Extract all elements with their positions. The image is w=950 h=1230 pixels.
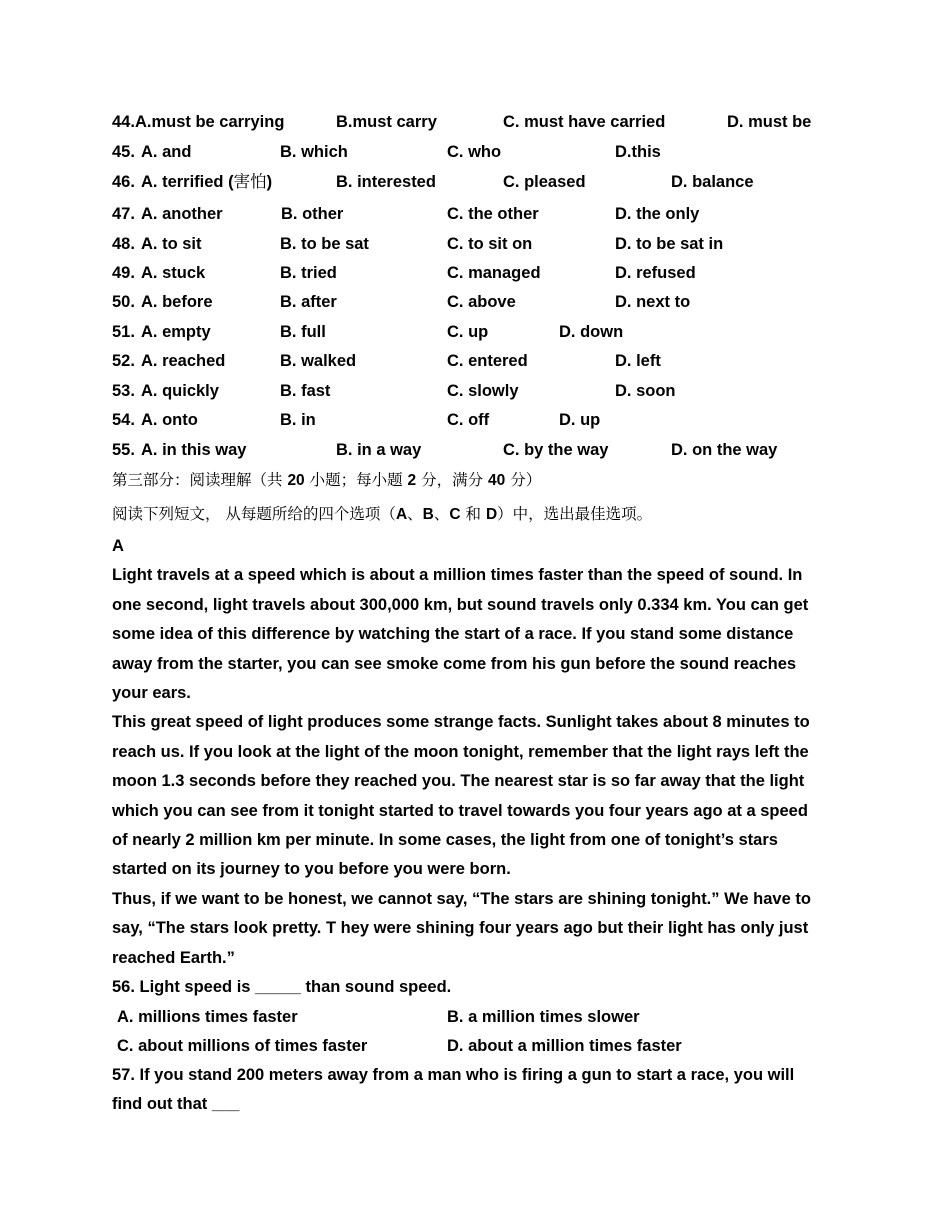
option-c: C. to sit on	[447, 235, 533, 253]
question-57-stem-line: find out that ___	[112, 1095, 240, 1114]
paragraph-3-line: Thus, if we want to be honest, we cannot say, “The stars are shining tonight.” We have to	[112, 889, 811, 908]
passage-label: A	[112, 537, 124, 555]
question-57-stem-line: 57. If you stand 200 meters away from a man who is firing a gun to start a race, you will	[112, 1066, 795, 1084]
option-c: C. entered	[447, 352, 528, 370]
option-a: A. empty	[141, 323, 211, 341]
option-a: A. millions times faster	[117, 1008, 298, 1026]
option-d: D. about a million times faster	[447, 1037, 682, 1055]
paragraph-1-line: away from the starter, you can see smoke come from his gun before the sound reaches	[112, 654, 797, 673]
option-a: 44.	[112, 113, 135, 131]
paragraph-1-line: Light travels at a speed which is about a million times faster than the speed of sound. In	[112, 566, 803, 585]
option-d: D. to be sat in	[615, 235, 724, 253]
option-c: C. by the way	[503, 441, 609, 459]
option-c: C. must have carried	[503, 113, 666, 131]
option-a: A. stuck	[141, 264, 206, 282]
question-56-stem: 56. Light speed is _____ than sound speed.	[112, 978, 452, 997]
option-d: D. down	[559, 323, 624, 341]
option-d: D. the only	[615, 205, 700, 223]
option-b: B. in	[280, 411, 316, 429]
option-a: A. in this way	[141, 441, 247, 459]
option-d: D. balance	[671, 173, 754, 191]
option-d: D. must be	[727, 113, 812, 131]
question-number: 53.	[112, 382, 135, 400]
section-three-title: 第三部分：阅读理解（共 20 小题；每小题 2 分，满分 40 分）	[112, 471, 542, 489]
option-a: A. another	[141, 205, 223, 223]
question-number: 47.	[112, 205, 135, 223]
paragraph-2-line: This great speed of light produces some strange facts. Sunlight takes about 8 minutes to	[112, 713, 810, 732]
question-number: 55.	[112, 441, 135, 459]
option-c: C. above	[447, 293, 516, 311]
paragraph-2-line: of nearly 2 million km per minute. In some cases, the light from one of tonight’s stars	[112, 831, 778, 850]
option-d: D. up	[559, 411, 601, 429]
option-b: B. after	[280, 293, 337, 311]
paragraph-3-line: say, “The stars look pretty. T hey were shining four years ago but their light has only just	[112, 919, 809, 938]
option-b: B.must carry	[336, 113, 437, 131]
option-c: C. slowly	[447, 382, 519, 400]
option-a: A. reached	[141, 352, 226, 370]
option-c: C. about millions of times faster	[117, 1037, 368, 1055]
question-number: 54.	[112, 411, 135, 429]
paragraph-1-line: some idea of this difference by watching the start of a race. If you stand some distance	[112, 625, 794, 644]
option-b: B. walked	[280, 352, 357, 370]
question-number: 46.	[112, 173, 135, 191]
paragraph-1-line: one second, light travels about 300,000 km, but sound travels only 0.334 km. You can get	[112, 595, 809, 614]
option-b: B. a million times slower	[447, 1008, 640, 1026]
option-c: C. off	[447, 411, 490, 429]
option-a-close-paren: )	[266, 173, 273, 191]
option-a: A. quickly	[141, 382, 219, 400]
paragraph-3-line: reached Earth.”	[112, 948, 235, 967]
question-number: 49.	[112, 264, 135, 282]
question-number: 52.	[112, 352, 135, 370]
option-c: C. the other	[447, 205, 539, 223]
option-c: C. managed	[447, 264, 541, 282]
option-a: A. onto	[141, 411, 198, 429]
question-number: 50.	[112, 293, 135, 311]
option-d: D. refused	[615, 264, 696, 282]
paragraph-2-line: started on its journey to you before you were born.	[112, 860, 511, 879]
option-d: D. on the way	[671, 441, 778, 459]
option-b: B. fast	[280, 382, 331, 400]
option-a-text: A. terrified (	[141, 173, 234, 191]
option-a	[141, 170, 272, 194]
question-number: 48.	[112, 235, 135, 253]
option-b: B. full	[280, 323, 326, 341]
option-d: D. left	[615, 352, 661, 370]
option-a-text: A.must be carrying	[134, 113, 285, 131]
question-57	[112, 1061, 842, 1120]
question-number: 45.	[112, 143, 135, 161]
paragraph-2-line: moon 1.3 seconds before they reached you. The nearest star is so far away that the light	[112, 772, 805, 791]
option-c: C. up	[447, 323, 489, 341]
question-number: 51.	[112, 323, 135, 341]
option-c: C. who	[447, 143, 502, 161]
option-b: B. which	[280, 143, 348, 161]
option-a: A. to sit	[141, 235, 202, 253]
option-a-chinese-gloss: 害怕	[233, 172, 267, 191]
option-c: C. pleased	[503, 173, 586, 191]
passage	[112, 532, 842, 1003]
option-b: B. tried	[280, 264, 337, 282]
section-three-instructions: 阅读下列短文， 从每题所给的四个选项（A、B、C 和 D）中，选出最佳选项。	[112, 505, 653, 523]
option-d: D. next to	[615, 293, 691, 311]
option-b: B. interested	[336, 173, 436, 191]
paragraph-2-line: which you can see from it tonight started to travel towards you four years ago at a speed	[112, 801, 808, 820]
option-b: B. other	[281, 205, 344, 223]
paragraph-2-line: reach us. If you look at the light of the moon tonight, remember that the light rays left the	[112, 742, 809, 761]
option-b: B. in a way	[336, 441, 422, 459]
option-b: B. to be sat	[280, 235, 369, 253]
option-a: A. and	[141, 143, 192, 161]
option-a: A. before	[141, 293, 213, 311]
option-d: D. soon	[615, 382, 676, 400]
option-d: D.this	[615, 143, 661, 161]
paragraph-1-line: your ears.	[112, 684, 191, 703]
